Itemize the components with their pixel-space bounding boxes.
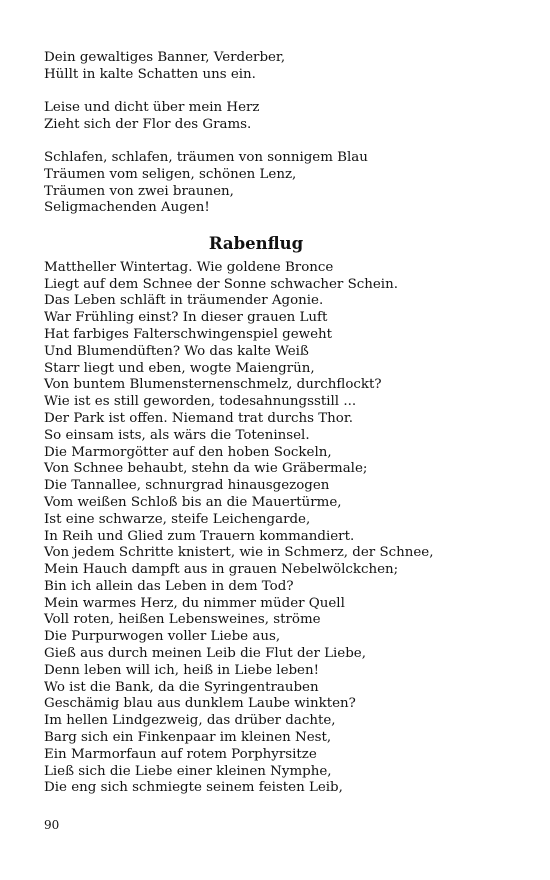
verse-line: In Reih und Glied zum Trauern kommandiert. [44,528,355,544]
verse-line: Das Leben schläft in träumender Agonie. [44,293,324,309]
verse-line: Denn leben will ich, heiß in Liebe leben! [44,662,319,678]
stanza [44,100,514,133]
verse-line: Träumen vom seligen, schönen Lenz, [44,166,297,182]
verse-line: Wo ist die Bank, da die Syringentrauben [44,679,319,695]
stanza [44,50,514,83]
verse-line: Und Blumendüften? Wo das kalte Weiß [44,343,309,359]
verse-line: Wie ist es still geworden, todesahnungsstill ... [44,394,357,410]
verse-line: Die Tannallee, schnurgrad hinausgezogen [44,478,330,494]
verse-line: Ein Marmorfaun auf rotem Porphyrsitze [44,746,317,762]
poem-body [44,260,514,798]
poem-title: Rabenflug [208,233,304,253]
verse-line: Von Schnee behaubt, stehn da wie Gräbermale; [44,461,368,477]
verse-line: Vom weißen Schloß bis an die Mauertürme, [44,494,342,510]
verse-line: Starr liegt und eben, wogte Maiengrün, [44,360,315,376]
verse-line: Voll roten, heißen Lebensweines, ströme [44,612,321,628]
page-number: 90 [44,818,60,832]
verse-line: Dein gewaltiges Banner, Verderber, [44,50,286,65]
verse-line: Der Park ist offen. Niemand trat durchs Thor. [44,410,354,426]
verse-line: Die Marmorgötter auf den hoben Sockeln, [44,444,332,460]
verse-line: Mattheller Wintertag. Wie goldene Bronce [44,259,334,275]
verse-line: Die Purpurwogen voller Liebe aus, [44,629,281,645]
stanza [44,150,514,216]
verse-line: Ließ sich die Liebe einer kleinen Nymphe, [44,763,332,779]
verse-line: Die eng sich schmiegte seinem feisten Leib, [44,780,343,796]
verse-line: Zieht sich der Flor des Grams. [44,116,252,132]
verse-line: Schlafen, schlafen, träumen von sonnigem Blau [44,150,368,166]
page-content [44,50,514,797]
verse-line: Gieß aus durch meinen Leib die Flut der Liebe, [44,646,366,662]
verse-line: Liegt auf dem Schnee der Sonne schwacher Schein. [44,276,398,292]
verse-line: Von jedem Schritte knistert, wie in Schmerz, der Schnee, [44,545,434,561]
verse-line: Hüllt in kalte Schatten uns ein. [44,66,256,82]
verse-line: War Frühling einst? In dieser grauen Luft [44,310,328,326]
verse-line: So einsam ists, als wärs die Toteninsel. [44,427,310,443]
verse-line: Seligmachenden Augen! [44,200,210,216]
verse-line: Träumen von zwei braunen, [44,183,234,199]
verse-line: Von buntem Blumensternenschmelz, durchflockt? [44,377,382,393]
verse-line: Hat farbiges Falterschwingenspiel geweht [44,326,333,342]
verse-line: Barg sich ein Finkenpaar im kleinen Nest, [44,730,332,746]
verse-line: Mein Hauch dampft aus in grauen Nebelwölckchen; [44,562,399,578]
verse-line: Im hellen Lindgezweig, das drüber dachte, [44,713,336,729]
verse-line: Leise und dicht über mein Herz [44,100,260,116]
verse-line: Geschämig blau aus dunklem Laube winkten? [44,696,356,712]
verse-line: Ist eine schwarze, steife Leichengarde, [44,511,311,527]
previous-poem-ending [44,50,514,217]
verse-line: Bin ich allein das Leben in dem Tod? [44,578,294,594]
verse-line: Mein warmes Herz, du nimmer müder Quell [44,595,345,611]
